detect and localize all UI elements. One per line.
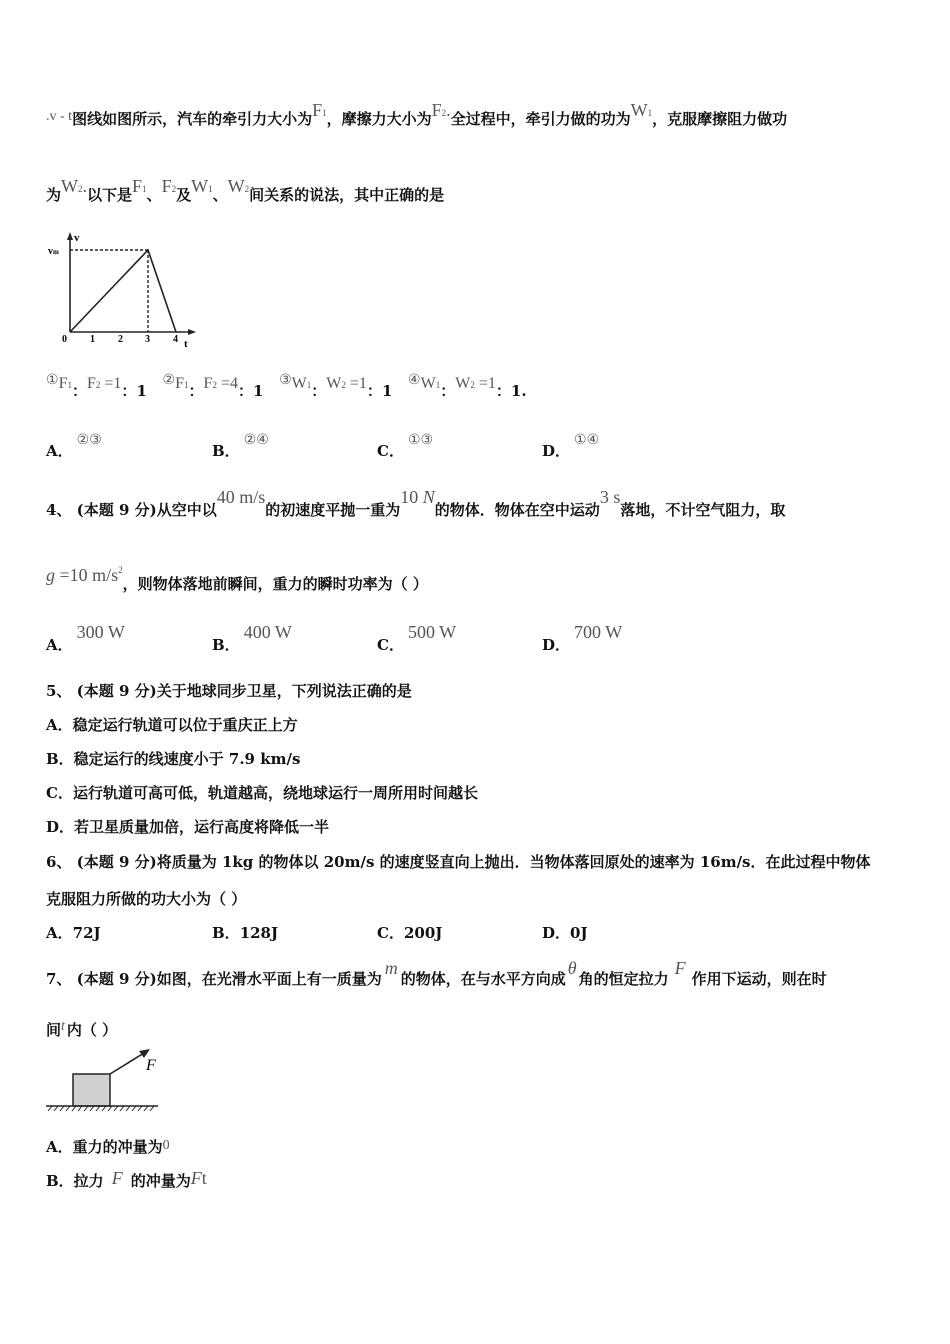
math-F2: F2 [161,176,177,196]
q3-line-1 [46,100,788,129]
math-W1: W1 [191,176,213,196]
q3-text: 及 [176,186,192,204]
q4-stem-line-1 [46,487,786,520]
q3-text: 以下是 [87,186,133,204]
q6-option-d[interactable]: D．0J [542,924,588,942]
q7-text: 7、 (本题 9 分)如图，在光滑水平面上有一质量为 [46,970,382,988]
math-F2: F2 =1 [86,375,122,392]
math-t: 3 s [599,487,621,507]
graph-tick-1: 1 [90,334,95,345]
force-arrow [110,1053,144,1074]
colon: ： [71,382,87,400]
q3-vt-prefix: .v - t [46,109,73,124]
statement-2-end: 1 [252,382,264,400]
math-W2: W2 =1 [455,375,496,392]
q4-option-d[interactable]: D．700 W [542,622,623,654]
colon: ： [440,382,456,400]
q7-option-a[interactable]: A．重力的冲量为0 [46,1138,170,1156]
q3-text: ，摩擦力大小为 [326,110,432,128]
q3-text: 图线如图所示，汽车的牵引力大小为 [72,110,313,128]
math-F: F [674,958,686,978]
block [73,1074,110,1106]
math-F1: F1 [58,375,72,392]
statement-4-number: ④ [408,372,421,388]
graph-y-arrow [67,232,73,240]
math-t: t [61,1019,65,1034]
q6-option-a[interactable]: A．72J [46,924,101,942]
graph-velocity-line [70,250,176,332]
colon: ： [366,382,382,400]
colon: ： [188,382,204,400]
q5-option-a[interactable]: A．稳定运行轨道可以位于重庆正上方 [46,716,298,734]
math-W1: W1 [420,375,441,392]
q4-option-b[interactable]: B．400 W [212,622,292,654]
q4-text: 4、 (本题 9 分)从空中以 [46,501,217,519]
graph-y-label: v [74,232,80,244]
q4-text: 的初速度平抛一重为 [265,501,401,519]
graph-tick-0: 0 [62,334,67,345]
q4-text: ，则物体落地前瞬间，重力的瞬时功率为（ ） [122,575,428,593]
math-v0: 40 m/s [216,487,266,507]
graph-vm-label: vm [48,246,59,257]
block-force-figure [44,1046,164,1114]
colon: ： [495,382,511,400]
graph-tick-2: 2 [118,334,123,345]
separator: 、 [212,186,228,204]
math-G: 10 N [400,487,435,507]
math-F1: F1 [132,176,147,196]
math-W2: W2. [61,176,88,196]
q7-text: 的物体，在与水平方向成 [400,970,566,988]
q4-text: 落地，不计空气阻力，取 [620,501,786,519]
q7-option-b[interactable]: B．拉力 F 的冲量为Ft [46,1168,207,1190]
math-F2: F2. [431,100,451,120]
q6-option-b[interactable]: B．128J [212,924,279,942]
q3-text: 间关系的说法，其中正确的是 [249,186,445,204]
q3-option-d[interactable]: D．①④ [542,432,600,460]
q3-option-c[interactable]: C．①③ [377,432,434,460]
q3-option-b[interactable]: B．②④ [212,432,269,460]
math-W2: W2 =1 [326,375,367,392]
q5-stem: 5、 (本题 9 分)关于地球同步卫星，下列说法正确的是 [46,682,412,700]
q7-text: 间 [46,1021,62,1039]
graph-tick-3: 3 [145,334,150,345]
math-F2: F2 =4 [203,375,238,392]
statement-1-end: 1 [136,382,147,400]
q4-option-c[interactable]: C．500 W [377,622,457,654]
q3-line-2 [46,176,445,205]
statement-3-number: ③ [279,372,292,388]
math-F1: F1 [312,100,327,120]
math-theta: θ [567,958,577,978]
q5-option-d[interactable]: D．若卫星质量加倍，运行高度将降低一半 [46,818,330,836]
colon: ： [121,382,137,400]
math-W2: W2 [227,176,250,196]
math-g: g =10 $m/s^2$ [46,565,123,585]
q3-text: ，克服摩擦阻力做功 [652,110,788,128]
math-F1: F1 [175,375,189,392]
q4-stem-line-2 [46,565,428,594]
q3-option-a[interactable]: A．②③ [46,432,102,460]
vt-graph [44,230,204,350]
colon: ： [311,382,327,400]
separator: 、 [146,186,162,204]
q7-text: 作用下运动，则在时 [691,970,827,988]
q4-option-a[interactable]: A．300 W [46,622,125,654]
q5-option-c[interactable]: C．运行轨道可高可低，轨道越高，绕地球运行一周所用时间越长 [46,784,478,802]
math-m: m [384,958,398,978]
q6-stem-line-2: 克服阻力所做的功大小为（ ） [46,890,247,908]
math-W1: W1 [630,100,653,120]
graph-tick-4: 4 [173,334,178,345]
statement-1-number: ① [46,372,59,388]
math-W1: W1 [291,375,312,392]
q6-stem-line-1: 6、 (本题 9 分)将质量为 1kg 的物体以 20m/s 的速度竖直向上抛出．当物体落回原处的速率为 16m/s．在此过程中物体 [46,853,871,871]
graph-x-arrow [188,329,196,335]
q3-text: 全过程中，牵引力做的功为 [450,110,631,128]
q4-text: 的物体．物体在空中运动 [434,501,600,519]
q7-stem-line-2 [46,1019,117,1040]
math-Ft: Ft [190,1168,207,1188]
graph-x-label: t [184,338,188,350]
colon: ： [237,382,253,400]
q7-text: 角的恒定拉力 [578,970,669,988]
q7-stem-line-1 [46,958,827,989]
force-label: F [146,1057,156,1074]
q7-text: 内（ ） [66,1021,118,1039]
q6-option-c[interactable]: C．200J [377,924,443,942]
statement-2-number: ② [162,372,176,388]
statement-3-end: 1 [381,382,393,400]
q3-statements [46,372,527,401]
statement-4-end: 1. [510,382,527,400]
q5-option-b[interactable]: B．稳定运行的线速度小于 7.9 km/s [46,750,301,768]
q3-text: 为 [46,186,62,204]
